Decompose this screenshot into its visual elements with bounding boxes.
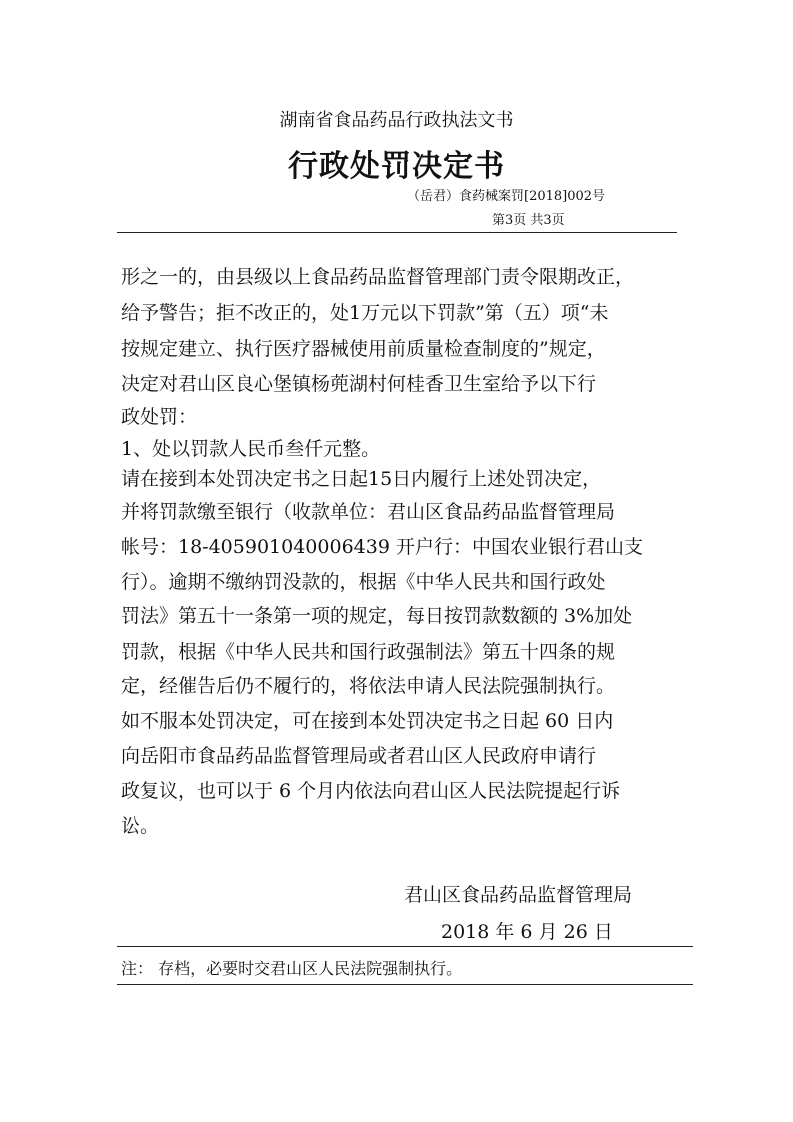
body-line: 帐号：18-405901040006439 开户行：中国农业银行君山支 — [121, 536, 643, 558]
document-number: （岳君）食药械案罚[2018]002号 — [407, 189, 606, 204]
note-top-divider — [117, 946, 693, 947]
body-line: 并将罚款缴至银行（收款单位：君山区食品药品监督管理局 — [121, 501, 616, 523]
body-line: 政处罚： — [121, 406, 198, 428]
body-line: 罚法》第五十一条第一项的规定，每日按罚款数额的 3%加处 — [121, 605, 633, 627]
signature-date: 2018 年 6 月 26 日 — [441, 921, 613, 943]
signature-organization: 君山区食品药品监督管理局 — [404, 884, 633, 906]
body-line: 1、处以罚款人民币叁仟元整。 — [121, 438, 381, 460]
body-line: 定，经催告后仍不履行的，将依法申请人民法院强制执行。 — [121, 675, 616, 697]
page-number: 第3页 共3页 — [492, 213, 565, 228]
body-line: 向岳阳市食品药品监督管理局或者君山区人民政府申请行 — [121, 745, 597, 767]
header-organization: 湖南省食品药品行政执法文书 — [279, 110, 514, 131]
footnote: 注： 存档，必要时交君山区人民法院强制执行。 — [121, 959, 463, 978]
body-line: 给予警告；拒不改正的，处1万元以下罚款”第（五）项“未 — [121, 302, 609, 324]
body-line: 政复议，也可以于 6 个月内依法向君山区人民法院提起行诉 — [121, 780, 621, 802]
body-line: 决定对君山区良心堡镇杨蔸湖村何桂香卫生室给予以下行 — [121, 373, 597, 395]
body-line: 请在接到本处罚决定书之日起15日内履行上述处罚决定， — [121, 468, 602, 490]
body-line: 罚款，根据《中华人民共和国行政强制法》第五十四条的规 — [121, 641, 616, 663]
body-line: 讼。 — [121, 815, 160, 837]
body-line: 形之一的，由县级以上食品药品监督管理部门责令限期改正， — [121, 266, 635, 288]
document-title: 行政处罚决定书 — [288, 149, 505, 184]
body-line: 按规定建立、执行医疗器械使用前质量检查制度的”规定， — [121, 338, 606, 360]
header-divider — [117, 232, 677, 233]
note-bottom-divider — [117, 984, 693, 985]
body-line: 行）。逾期不缴纳罚没款的，根据《中华人民共和国行政处 — [121, 571, 606, 593]
body-line: 如不服本处罚决定，可在接到本处罚决定书之日起 60 日内 — [121, 710, 614, 732]
